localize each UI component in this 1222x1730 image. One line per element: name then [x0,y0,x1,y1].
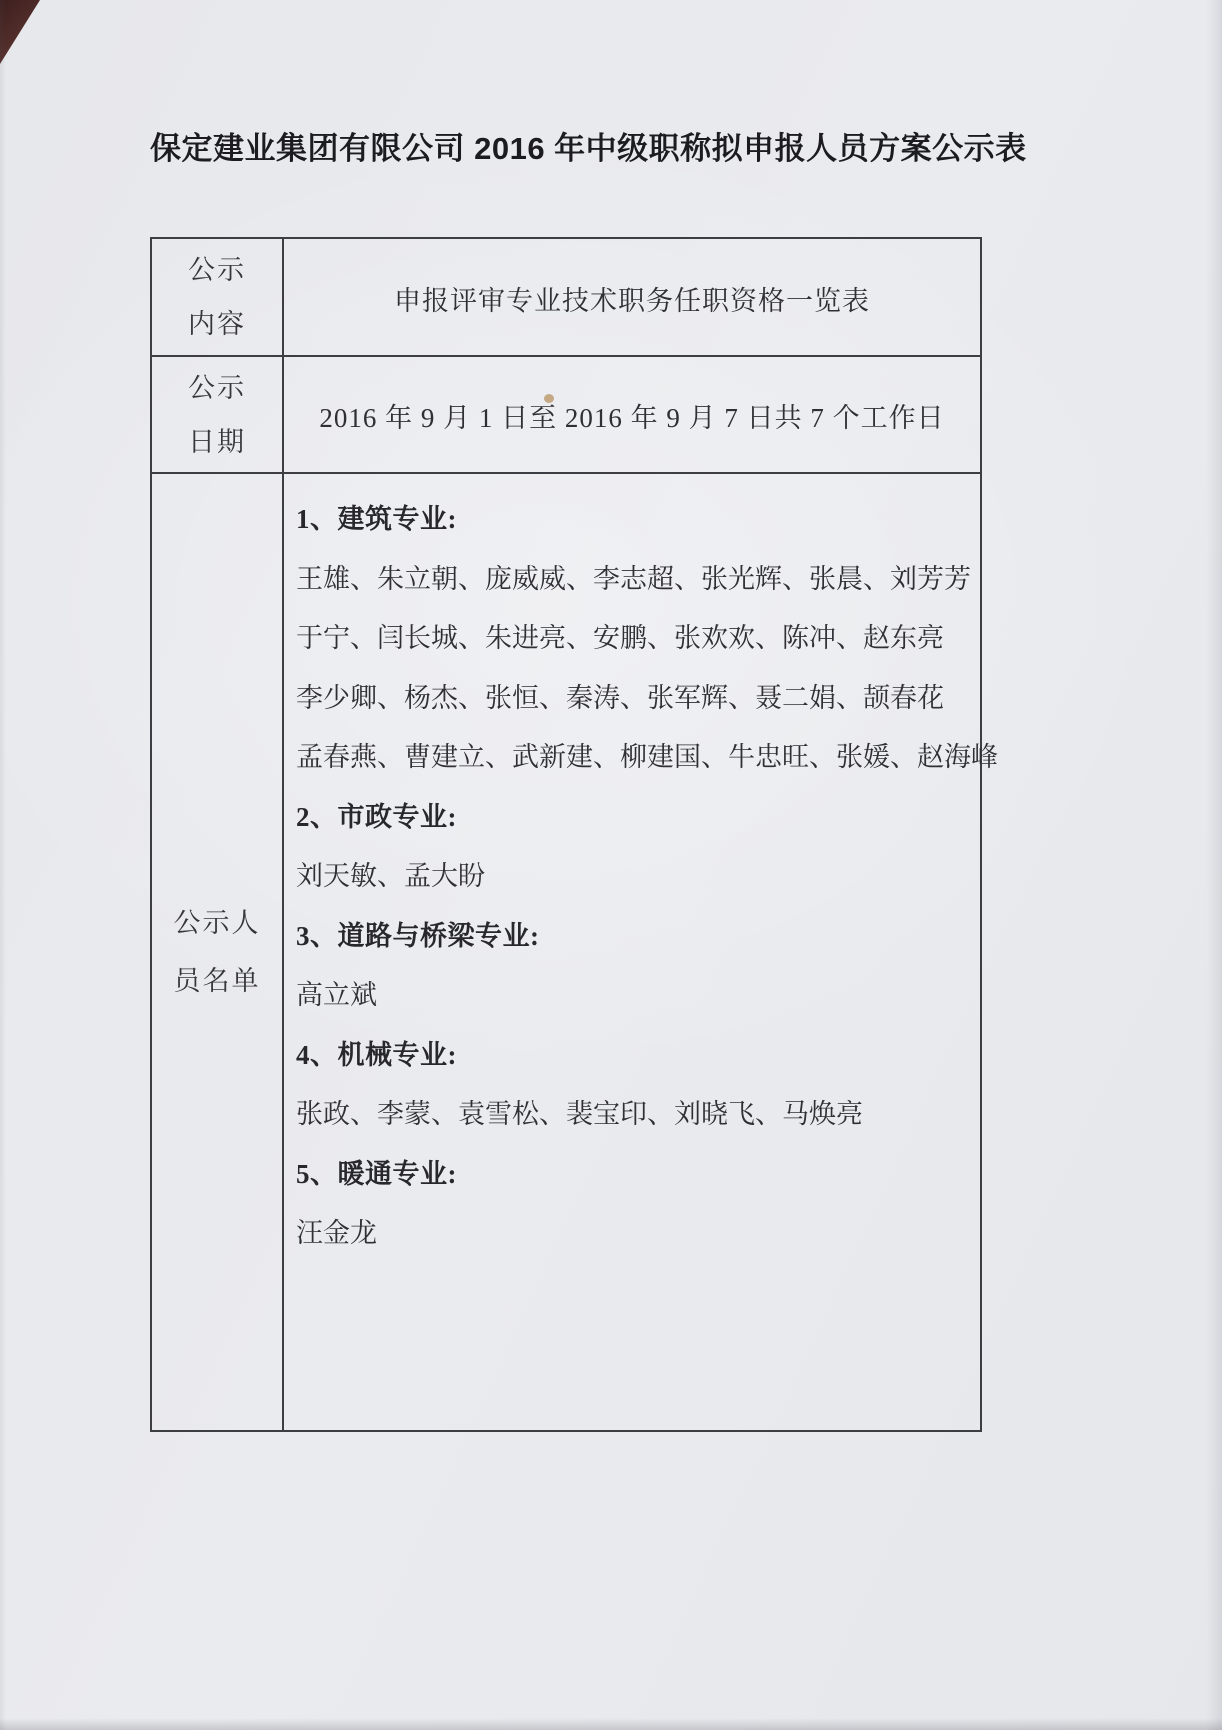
row-value-date [284,357,980,472]
roster-section-heading: 4、机械专业: [296,1039,457,1070]
scan-right-shadow [1206,0,1222,1730]
row-label-line: 公示 [188,255,246,285]
date-value-text: 2016 年 9 月 1 日至 2016 年 9 月 7 日共 7 个工作日 [319,403,945,433]
roster-section-heading: 5、暖通专业: [296,1158,457,1189]
row-label-roster [152,474,284,1430]
notice-table [150,237,998,1432]
roster-names-line: 张政、李蒙、袁雪松、裴宝印、刘晓飞、马焕亮 [296,1099,863,1129]
scan-corner-artifact [0,0,40,64]
row-label-line: 日期 [188,426,246,457]
roster-section-heading: 3、道路与桥梁专业: [296,920,540,951]
document-title: 保定建业集团有限公司 2016 年中级职称拟申报人员方案公示表 [150,131,1027,166]
roster-section-heading: 1、建筑专业: [296,504,457,534]
roster-names-line: 刘天敏、孟大盼 [296,861,485,891]
roster-names-line: 王雄、朱立朝、庞威威、李志超、张光辉、张晨、刘芳芳 [296,563,971,594]
row-label-line: 员名单 [173,966,261,996]
row-label-date [152,357,284,472]
table-row-roster [152,472,998,1430]
content-value-text: 申报评审专业技术职务任职资格一览表 [394,285,870,316]
table-row-date [152,355,980,472]
row-value-roster [284,474,1004,1430]
row-label-content [152,239,284,355]
roster-names-line: 汪金龙 [296,1218,377,1248]
row-label-line: 公示 [188,372,246,403]
row-label-line: 公示人 [173,908,261,938]
scan-left-shadow [0,0,6,1730]
scan-bottom-shadow [0,1718,1222,1730]
roster-names-line: 李少卿、杨杰、张恒、秦涛、张军辉、聂二娟、颉春花 [296,682,944,713]
roster-names-line: 于宁、闫长城、朱进亮、安鹏、张欢欢、陈冲、赵东亮 [296,623,944,653]
row-value-content [284,239,980,355]
roster-names-line: 孟春燕、曹建立、武新建、柳建国、牛忠旺、张媛、赵海峰 [296,742,998,772]
roster-names-line: 高立斌 [296,980,377,1010]
table-row-content [152,239,980,355]
roster-section-heading: 2、市政专业: [296,801,457,832]
row-label-line: 内容 [188,309,246,339]
